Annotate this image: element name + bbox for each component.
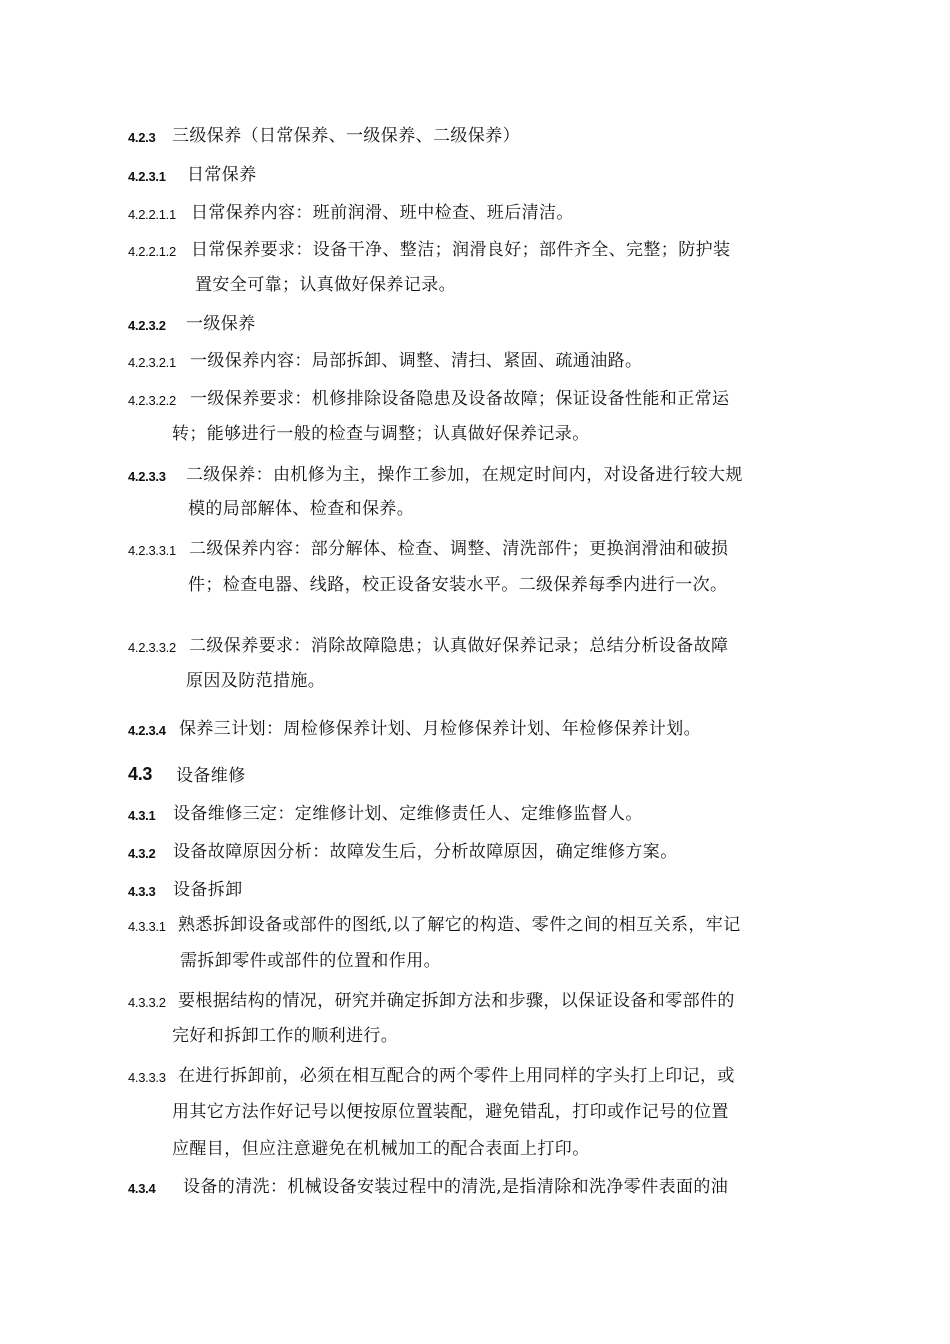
clause-text: 保养三计划：周检修保养计划、月检修保养计划、年检修保养计划。 [179, 719, 701, 739]
clause-number: 4.2.3.2.1 [128, 355, 176, 370]
clause-4-3-3-1 [0, 907, 950, 947]
clause-number: 4.2.3.3 [128, 469, 166, 484]
clause-text-continued: 置安全可靠；认真做好保养记录。 [195, 275, 456, 295]
clause-number: 4.3.3.1 [128, 919, 166, 934]
clause-number: 4.3.4 [128, 1181, 156, 1196]
clause-number: 4.2.3 [128, 130, 156, 145]
clause-4-2-3-3 [0, 457, 950, 497]
clause-number: 4.2.3.3.1 [128, 543, 176, 558]
clause-text: 熟悉拆卸设备或部件的图纸,以了解它的构造、零件之间的相互关系，牢记 [178, 915, 741, 935]
clause-number: 4.3.3.2 [128, 995, 166, 1010]
clause-4-2-3-2-2 [0, 381, 950, 421]
clause-text: 设备的清洗：机械设备安装过程中的清洗,是指清除和洗净零件表面的油 [183, 1177, 729, 1197]
clause-text: 一级保养内容：局部拆卸、调整、清扫、紧固、疏通油路。 [190, 351, 643, 371]
clause-4-2-3 [0, 118, 950, 158]
clause-text: 设备维修三定：定维修计划、定维修责任人、定维修监督人。 [173, 804, 643, 824]
clause-number: 4.2.3.2.2 [128, 393, 176, 408]
clause-text: 设备拆卸 [173, 880, 243, 900]
clause-4-3-2 [0, 834, 950, 874]
clause-4-2-2-1-2 [0, 232, 950, 272]
clause-number: 4.2.2.1.2 [128, 244, 176, 259]
section-4-3 [0, 758, 950, 798]
clause-number: 4.2.2.1.1 [128, 207, 176, 222]
clause-number: 4.2.3.3.2 [128, 640, 176, 655]
clause-4-2-3-3-2 [0, 628, 950, 668]
clause-text-continued: 需拆卸零件或部件的位置和作用。 [180, 951, 441, 971]
clause-4-2-2-1-1 [0, 195, 950, 235]
clause-number: 4.2.3.4 [128, 723, 166, 738]
clause-text-continued: 件；检查电器、线路，校正设备安装水平。二级保养每季内进行一次。 [188, 575, 728, 595]
clause-text-continued: 转；能够进行一般的检查与调整；认真做好保养记录。 [172, 424, 590, 444]
clause-text: 在进行拆卸前，必须在相互配合的两个零件上用同样的字头打上印记，或 [178, 1066, 735, 1086]
clause-text-continued: 应醒目，但应注意避免在机械加工的配合表面上打印。 [172, 1139, 590, 1159]
section-title: 设备维修 [176, 766, 246, 786]
clause-4-2-3-1 [0, 157, 950, 197]
section-number: 4.3 [128, 764, 153, 784]
clause-text-continued: 用其它方法作好记号以便按原位置装配，避免错乱，打印或作记号的位置 [172, 1102, 729, 1122]
clause-text: 日常保养要求：设备干净、整洁；润滑良好；部件齐全、完整；防护装 [191, 240, 731, 260]
clause-number: 4.3.2 [128, 846, 156, 861]
clause-text-continued: 模的局部解体、检查和保养。 [188, 499, 415, 519]
clause-text: 三级保养（日常保养、一级保养、二级保养） [172, 126, 520, 146]
clause-number: 4.2.3.1 [128, 169, 166, 184]
clause-4-2-3-2 [0, 306, 950, 346]
clause-text-continued: 原因及防范措施。 [186, 671, 326, 691]
clause-number: 4.3.3.3 [128, 1070, 166, 1085]
clause-text: 二级保养：由机修为主，操作工参加，在规定时间内，对设备进行较大规 [186, 465, 743, 485]
clause-text: 日常保养内容：班前润滑、班中检查、班后清洁。 [191, 203, 574, 223]
clause-4-3-3-3 [0, 1058, 950, 1098]
clause-text: 一级保养要求：机修排除设备隐患及设备故障；保证设备性能和正常运 [190, 389, 730, 409]
clause-4-3-3-2 [0, 983, 950, 1023]
clause-number: 4.2.3.2 [128, 318, 166, 333]
clause-number: 4.3.3 [128, 884, 156, 899]
clause-4-2-3-2-1 [0, 343, 950, 383]
clause-number: 4.3.1 [128, 808, 156, 823]
clause-4-3-4 [0, 1169, 950, 1209]
clause-4-2-3-4 [0, 711, 950, 751]
clause-text: 要根据结构的情况，研究并确定拆卸方法和步骤，以保证设备和零部件的 [178, 991, 735, 1011]
clause-text: 日常保养 [187, 165, 257, 185]
clause-4-2-3-3-1 [0, 531, 950, 571]
clause-text: 设备故障原因分析：故障发生后，分析故障原因，确定维修方案。 [173, 842, 678, 862]
clause-text: 二级保养要求：消除故障隐患；认真做好保养记录；总结分析设备故障 [189, 636, 729, 656]
clause-text-continued: 完好和拆卸工作的顺利进行。 [172, 1026, 399, 1046]
clause-4-3-3 [0, 872, 950, 912]
clause-4-3-1 [0, 796, 950, 836]
clause-text: 一级保养 [186, 314, 256, 334]
clause-text: 二级保养内容：部分解体、检查、调整、清洗部件；更换润滑油和破损 [189, 539, 729, 559]
